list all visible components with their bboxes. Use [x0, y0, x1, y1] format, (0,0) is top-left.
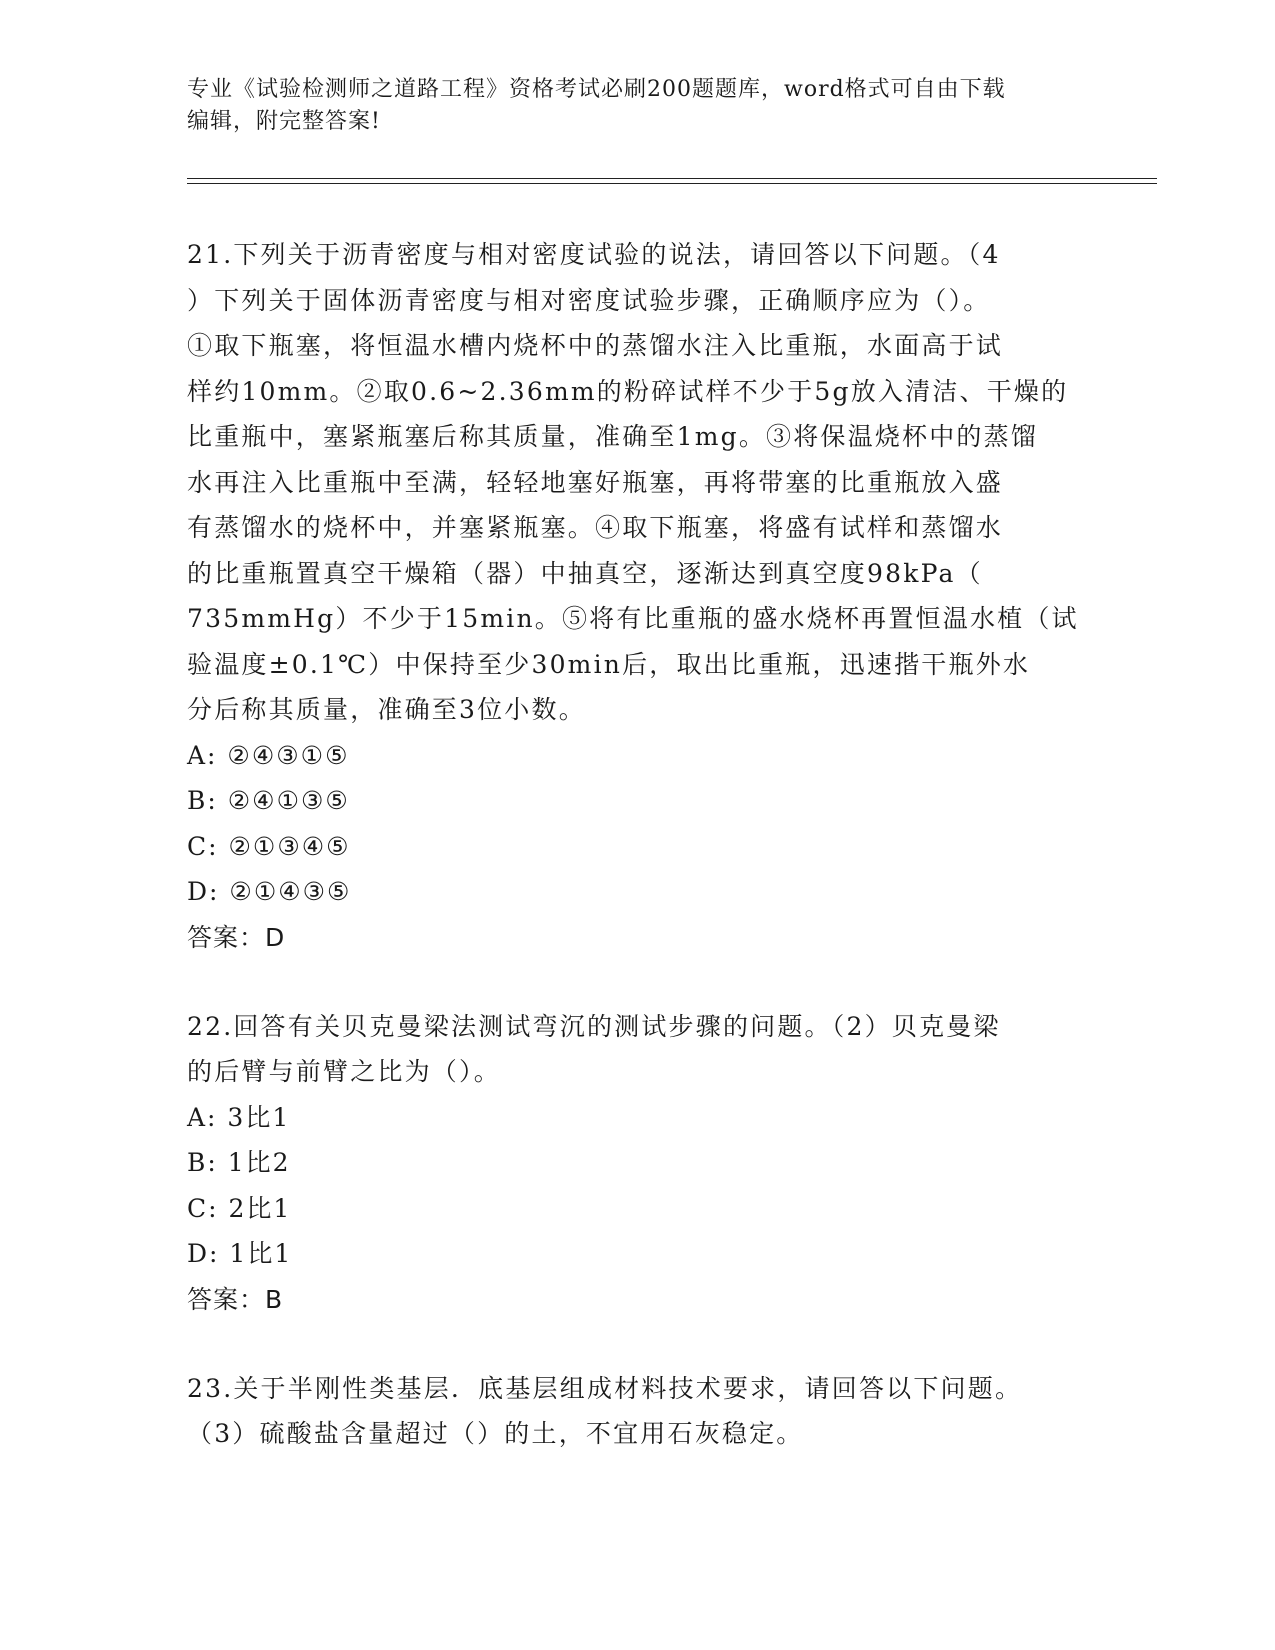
question-23: [187, 1366, 1087, 1457]
question-21-line-11: 分后称其质量，准确至3位小数。: [187, 695, 586, 724]
question-21-answer: 答案：D: [187, 922, 286, 952]
question-21-line-6: 水再注入比重瓶中至满，轻轻地塞好瓶塞，再将带塞的比重瓶放入盛: [187, 467, 1004, 497]
question-22-line-1: 22.回答有关贝克曼梁法测试弯沉的测试步骤的问题。（2）贝克曼梁: [187, 1011, 1001, 1041]
question-22-option-c: C: 2比1: [187, 1193, 292, 1223]
question-23-line-2: （3）硫酸盐含量超过（）的土，不宜用石灰稳定。: [187, 1419, 804, 1448]
question-22: [187, 1004, 1087, 1322]
header-divider-bottom: [187, 183, 1157, 184]
question-21-line-8: 的比重瓶置真空干燥箱（器）中抽真空，逐渐达到真空度98kPa（: [187, 558, 983, 588]
question-21-line-1: 21.下列关于沥青密度与相对密度试验的说法，请回答以下问题。（4: [187, 240, 1001, 269]
question-21-option-a: A: ②④③①⑤: [187, 740, 350, 770]
question-21-line-4: 样约10mm。②取0.6~2.36mm的粉碎试样不少于5g放入清洁、干燥的: [187, 376, 1069, 406]
header-divider-top: [187, 178, 1157, 179]
header-line-1: 专业《试验检测师之道路工程》资格考试必刷200题题库，word格式可自由下载: [187, 77, 1006, 102]
question-22-line-2: 的后臂与前臂之比为（）。: [187, 1057, 501, 1086]
question-21-line-2: ）下列关于固体沥青密度与相对密度试验步骤，正确顺序应为（）。: [187, 285, 991, 315]
question-21-option-d: D: ②①④③⑤: [187, 877, 352, 906]
question-22-option-b: B: 1比2: [187, 1148, 291, 1177]
question-22-option-d: D: 1比1: [187, 1239, 293, 1268]
question-21-option-c: C: ②①③④⑤: [187, 831, 351, 861]
question-21-line-10: 验温度±0.1℃）中保持至少30min后，取出比重瓶，迅速揩干瓶外水: [187, 649, 1031, 679]
question-21-line-9: 735mmHg）不少于15min。⑤将有比重瓶的盛水烧杯再置恒温水植（试: [187, 604, 1079, 633]
question-21-line-3: ①取下瓶塞，将恒温水槽内烧杯中的蒸馏水注入比重瓶，水面高于试: [187, 331, 1004, 360]
question-21-line-7: 有蒸馏水的烧杯中，并塞紧瓶塞。④取下瓶塞，将盛有试样和蒸馏水: [187, 513, 1004, 542]
page-header: [187, 74, 1087, 138]
question-21-option-b: B: ②④①③⑤: [187, 786, 350, 815]
question-21: [187, 232, 1087, 960]
header-line-2: 编辑，附完整答案!: [187, 109, 381, 134]
question-21-line-5: 比重瓶中，塞紧瓶塞后称其质量，准确至1mg。③将保温烧杯中的蒸馏: [187, 422, 1039, 451]
question-23-line-1: 23.关于半刚性类基层．底基层组成材料技术要求，请回答以下问题。: [187, 1373, 1023, 1403]
question-list: [187, 232, 1087, 1457]
question-22-option-a: A: 3比1: [187, 1102, 291, 1132]
question-22-answer: 答案：B: [187, 1284, 284, 1314]
